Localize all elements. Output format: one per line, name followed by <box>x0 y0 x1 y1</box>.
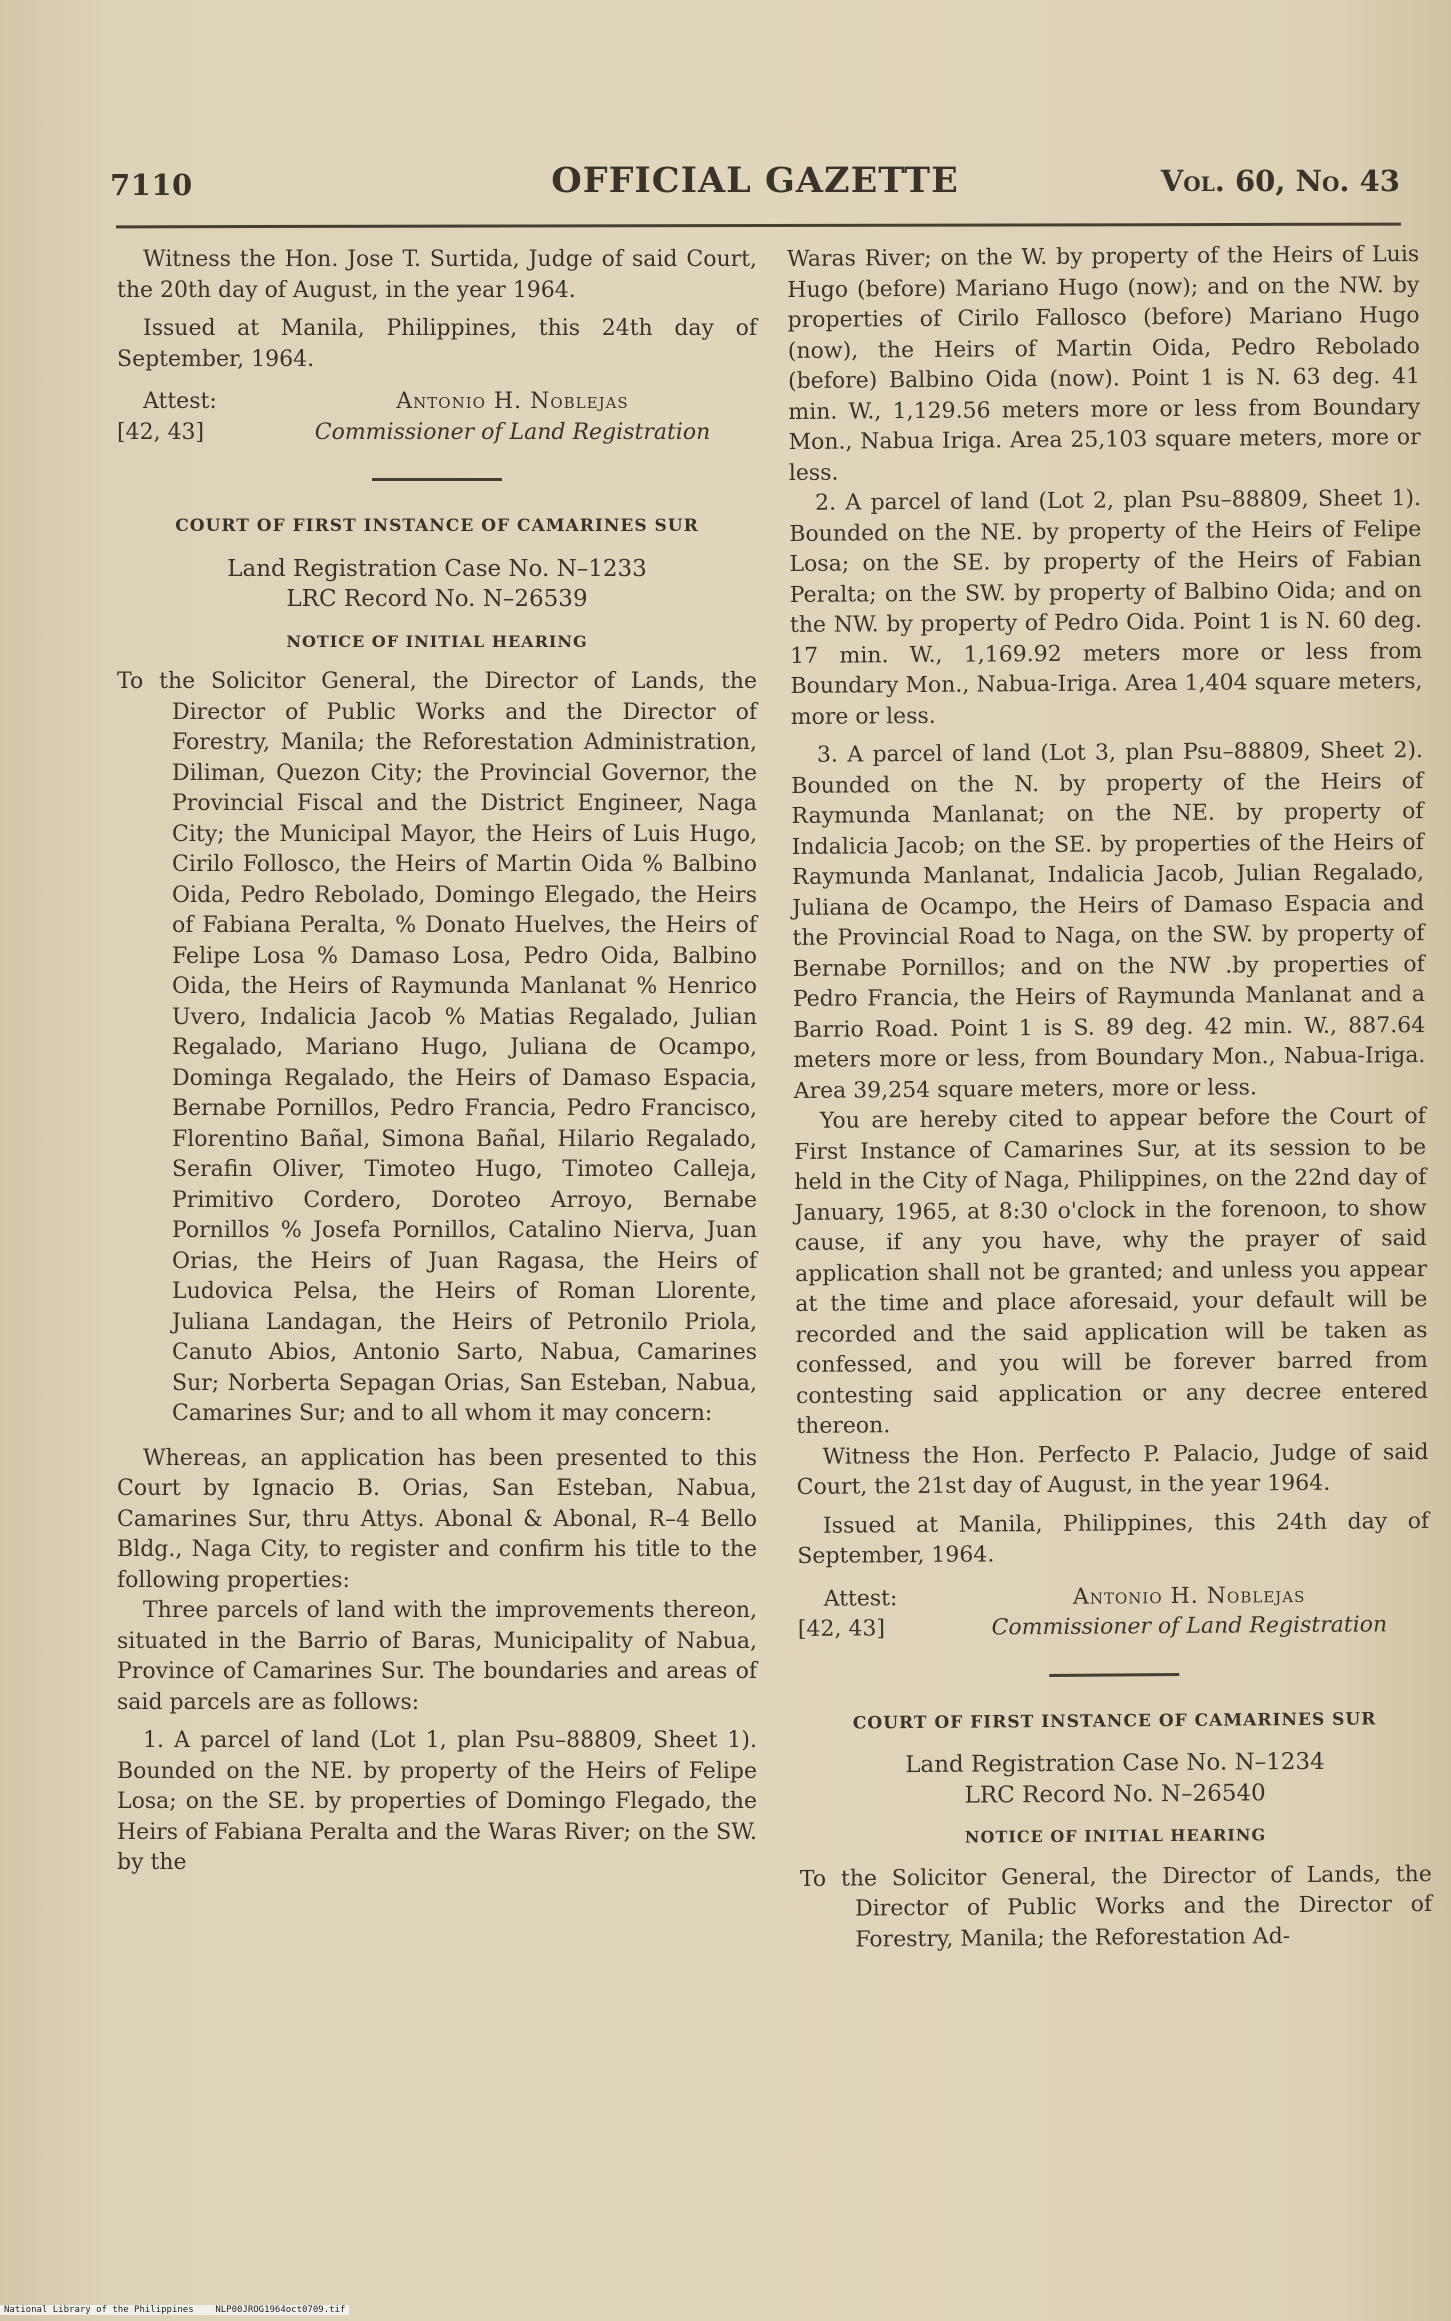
case-number: Land Registration Case No. N–1233 <box>227 555 647 582</box>
court-heading: COURT OF FIRST INSTANCE OF CAMARINES SUR <box>852 1708 1377 1734</box>
scan-source-note: National Library of the Philippines NLP00JROG1964oct0709.tif <box>0 2305 349 2315</box>
header-rule <box>116 223 1401 229</box>
right-column <box>787 240 1432 1956</box>
section-divider <box>372 478 502 481</box>
issued-paragraph: Issued at Manila, Philippines, this 24th day of September, 1964. <box>797 1508 1430 1569</box>
page-number: 7110 <box>110 168 193 202</box>
signatory-name: Antonio H. Noblejas <box>1072 1582 1306 1610</box>
attest-label: Attest: <box>143 389 217 414</box>
running-head <box>110 160 1400 210</box>
parcels-intro-paragraph: Three parcels of land with the improvements thereon, situated in the Barrio of Baras, Municipality of Nabua, Province of Camarines Sur. The boundaries and areas of said parcels are as follows: <box>117 1598 757 1715</box>
case-number: Land Registration Case No. N–1234 <box>905 1748 1325 1779</box>
section-divider <box>1049 1672 1179 1676</box>
witness-paragraph: Witness the Hon. Jose T. Surtida, Judge of said Court, the 20th day of August, in the year 1964. <box>117 247 757 303</box>
attest-block <box>117 387 757 448</box>
lrc-record-number: LRC Record No. N–26539 <box>286 586 588 612</box>
publication-title: OFFICIAL GAZETTE <box>551 160 959 201</box>
volume-number: Vol. 60, No. 43 <box>1160 164 1400 198</box>
parcel-1-paragraph: 1. A parcel of land (Lot 1, plan Psu–88809, Sheet 1). Bounded on the NE. by property of the Heirs of Felipe Losa; on the SE. by properties of Domingo Flegado, the Heirs of Fabiana Peralta and the Waras River; on the SW. by the <box>117 1728 757 1875</box>
address-paragraph: To the Solicitor General, the Director of Lands, the Director of Public Works and the Director of Forestry, Manila; the Reforestation Ad- <box>799 1861 1433 1953</box>
notice-heading: NOTICE OF INITIAL HEARING <box>964 1825 1267 1847</box>
attest-block <box>798 1579 1430 1645</box>
lrc-record-number: LRC Record No. N–26540 <box>964 1779 1266 1809</box>
court-heading: COURT OF FIRST INSTANCE OF CAMARINES SUR <box>175 516 699 536</box>
signatory-name: Antonio H. Noblejas <box>396 389 629 414</box>
issue-reference: [42, 43] <box>117 419 205 445</box>
citation-paragraph: You are hereby cited to appear before the Court of First Instance of Camarines Sur, at its session to be held in the City of Naga, Philippines, on the 22nd day of January, 1965, at 8:30 o'clock in the forenoon, to show cause, if any you have, why the prayer of said application shall not be granted; and unless you appear at the time and place aforesaid, your default will be recorded and the said application will be taken as confessed, and you will be forever barred from contesting said application or any decree entered thereon. <box>794 1104 1429 1439</box>
notice-heading: NOTICE OF INITIAL HEARING <box>286 631 588 651</box>
parcel-1-continued: Waras River; on the W. by property of the Heirs of Luis Hugo (before) Mariano Hugo (now); and on the NW. by properties of Cirilo Fallosco (before) Mariano Hugo (now), the Heirs of Martin Oida, Pedro Rebolado (before) Balbino Oida (now). Point 1 is N. 63 deg. 41 min. W., 1,129.56 meters more or less from Boundary Mon., Nabua Iriga. Area 25,103 square meters, more or less. <box>787 242 1421 486</box>
address-paragraph: To the Solicitor General, the Director of Lands, the Director of Public Works and the Director of Forestry, Manila; the Reforestation Administration, Diliman, Quezon City; the Provincial Governor, the Provincial Fiscal and the District Engineer, Naga City; the Municipal Mayor, the Heirs of Luis Hugo, Cirilo Follosco, the Heirs of Martin Oida % Balbino Oida, Pedro Rebolado, Domingo Elegado, the Heirs of Fabiana Peralta, % Donato Huelves, the Heirs of Felipe Losa % Damaso Losa, Pedro Oida, Balbino Oida, the Heirs of Raymunda Manlanat % Henrico Uvero, Indalicia Jacob % Matias Regalado, Julian Regalado, Mariano Hugo, Juliana de Ocampo, Dominga Regalado, the Heirs of Damaso Espacia, Bernabe Pornillos, Pedro Francia, Pedro Francisco, Florentino Bañal, Simona Bañal, Hilario Regalado, Serafin Oliver, Timoteo Hugo, Timoteo Calleja, Primitivo Cordero, Doroteo Arroyo, Bernabe Pornillos % Josefa Pornillos, Catalino Nierva, Juan Orias, the Heirs of Juan Ragasa, the Heirs of Ludovica Pelsa, the Heirs of Roman Llorente, Juliana Landagan, the Heirs of Petronilo Priola, Canuto Abios, Antonio Sarto, Nabua, Camarines Sur; Norberta Sepagan Orias, San Esteban, Nabua, Camarines Sur; and to all whom it may concern: <box>117 669 757 1426</box>
signatory-title: Commissioner of Land Registration <box>314 419 711 445</box>
attest-label: Attest: <box>823 1585 898 1612</box>
parcel-2-paragraph: 2. A parcel of land (Lot 2, plan Psu–88809, Sheet 1). Bounded on the NE. by property of the Heirs of Felipe Losa; on the SE. by property of the Heirs of Fabian Peralta; on the SW. by property of Balbino Oida; and on the NW. by property of Pedro Oida. Point 1 is N. 60 deg. 17 min. W., 1,169.92 meters more or less from Boundary Mon., Nabua-Iriga. Area 1,404 square meters, more or less. <box>789 486 1423 730</box>
left-column <box>117 245 757 1879</box>
signatory-title: Commissioner of Land Registration <box>991 1612 1388 1641</box>
issued-paragraph: Issued at Manila, Philippines, this 24th day of September, 1964. <box>117 316 757 372</box>
witness-paragraph: Witness the Hon. Perfecto P. Palacio, Judge of said Court, the 21st day of August, in the year 1964. <box>796 1439 1429 1500</box>
issue-reference: [42, 43] <box>797 1616 886 1642</box>
parcel-3-paragraph: 3. A parcel of land (Lot 3, plan Psu–88809, Sheet 2). Bounded on the N. by property of the Heirs of Raymunda Manlanat; on the NE. by property of Indalicia Jacob; on the SE. by properties of the Heirs of Raymunda Manlanat, Indalicia Jacob, Julian Regalado, Juliana de Ocampo, the Heirs of Damaso Espacia and the Provincial Road to Naga, on the SW. by property of Bernabe Pornillos; and on the NW .by properties of Pedro Francia, the Heirs of Raymunda Manlanat and a Barrio Road. Point 1 is S. 89 deg. 42 min. W., 887.64 meters more or less, from Boundary Mon., Nabua-Iriga. Area 39,254 square meters, more or less. <box>791 738 1426 1104</box>
whereas-paragraph: Whereas, an application has been presented to this Court by Ignacio B. Orias, San Esteban, Nabua, Camarines Sur, thru Attys. Abonal & Abonal, R–4 Bello Bldg., Naga City, to register and confirm his title to the following properties: <box>117 1445 757 1593</box>
